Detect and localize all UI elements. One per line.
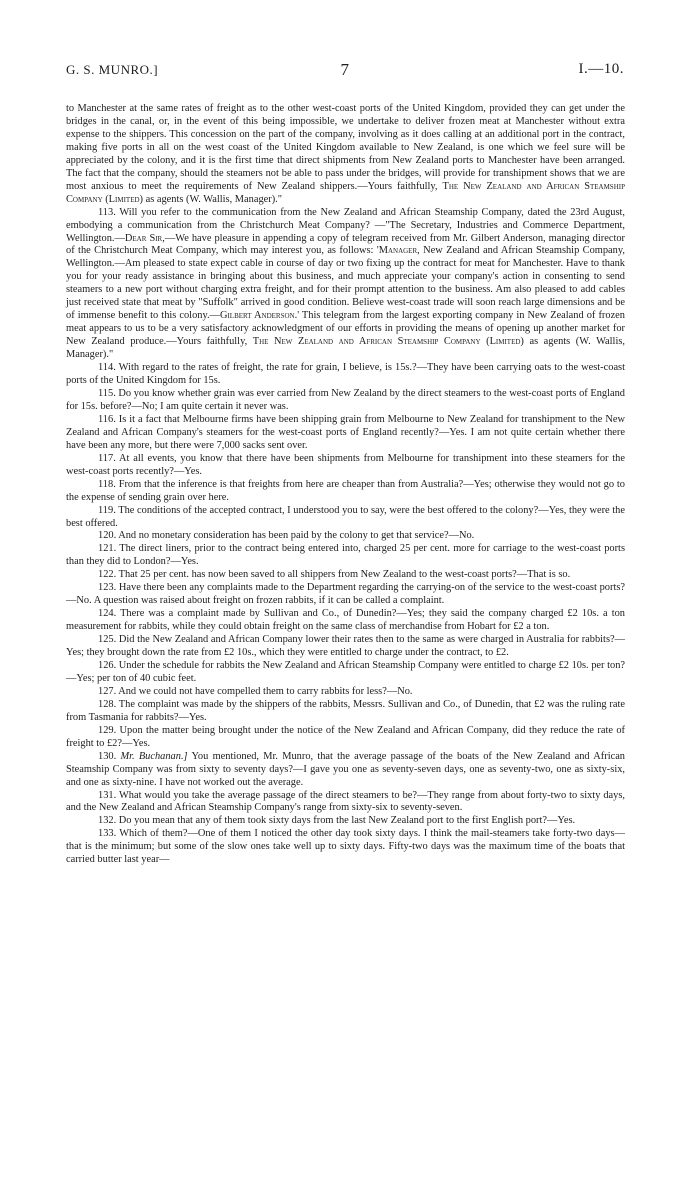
question-116: 116. Is it a fact that Melbourne firms have been shipping grain from Melbourne to New Zealand for transhipment to the New Zealand and African Company's steamers for the west-coast ports of England recently?—Yes. I am not quite certain whether there have been any more, but there were 7,000 sacks sent over.: [66, 413, 625, 451]
question-119: 119. The conditions of the accepted contract, I understood you to say, were the best offered to the colony?—Yes, they were the best offered.: [66, 504, 625, 529]
question-124: 124. There was a complaint made by Sullivan and Co., of Dunedin?—Yes; they said the company charged £2 10s. a ton measurement for rabbits, while they could obtain freight on the same class of merchandise from Hobart for £2 a ton.: [66, 608, 625, 633]
question-115: 115. Do you know whether grain was ever carried from New Zealand by the direct steamers to the west-coast ports of England for 15s. before?—No; I am quite certain it never was.: [66, 387, 625, 412]
question-131: 131. What would you take the average passage of the direct steamers to be?—They range from about forty-two to sixty days, and the New Zealand and African Steamship Company's range from sixty-six to seventy-seven.: [66, 789, 625, 814]
question-133: 133. Which of them?—One of them I noticed the other day took sixty days. I think the mail-steamers take forty-two days—that is the minimum; but some of the slow ones take well up to sixty days. Fifty-two days was the maximum time of the boats that carried butter last year—: [66, 828, 625, 866]
question-132: 132. Do you mean that any of them took sixty days from the last New Zealand port to the first English port?—Yes.: [98, 815, 576, 827]
page-header: [66, 62, 624, 84]
question-125: 125. Did the New Zealand and African Company lower their rates then to the same as were charged in Australia for rabbits?—Yes; they brought down the rate from £2 10s., which they were entitled to charge under the contract, to £2.: [66, 634, 625, 659]
paragraph-continuation: to Manchester at the same rates of freight as to the other west-coast ports of the United Kingdom, provided they can get under the bridges in the canal, or, in the event of this being impossible, we undertake to deliver frozen meat at Manchester without extra expense to the shippers. This concession on the part of the company, involving as it does calling at an additional port in the contract, making five ports in all on the west coast of the United Kingdom available to New Zealand, is one which we feel sure will be appreciated by the colony, and it is the first time that direct shipments from New Zealand ports to Manchester have been arranged. The fact that the company, should the steamers not be able to pass under the bridges, will provide for transhipment shows that we are most anxious to meet the requirements of New Zealand shippers.—Yours faithfully, The New Zealand and African Steamship Company (Limited) as agents (W. Wallis, Manager).": [66, 103, 625, 205]
document-body: [66, 103, 625, 867]
question-127: 127. And we could not have compelled them to carry rabbits for less?—No.: [98, 685, 413, 697]
question-114: 114. With regard to the rates of freight, the rate for grain, I believe, is 15s.?—They have been carrying oats to the west-coast ports of the United Kingdom for 15s.: [66, 362, 625, 387]
question-122: 122. That 25 per cent. has now been saved to all shippers from New Zealand to the west-coast ports?—That is so.: [98, 569, 571, 581]
question-117: 117. At all events, you know that there have been shipments from Melbourne for transhipment into these steamers for the west-coast ports recently?—Yes.: [66, 452, 625, 477]
question-123: 123. Have there been any complaints made to the Department regarding the carrying-on of the service to the west-coast ports?—No. A question was raised about freight on frozen rabbits, if it can be called a complaint.: [66, 582, 625, 607]
question-130: 130. Mr. Buchanan.] You mentioned, Mr. Munro, that the average passage of the boats of the New Zealand and African Steamship Company was from sixty to seventy days?—I gave you one as seventy-seven days, one as seventy-two, one as sixty-six, and one as sixty-nine. I have not worked out the average.: [66, 750, 625, 788]
paper-reference: I.—10.: [578, 61, 624, 77]
question-120: 120. And no monetary consideration has been paid by the colony to get that service?—No.: [98, 530, 475, 542]
header-witness-name: G. S. MUNRO.]: [66, 62, 159, 77]
question-118: 118. From that the inference is that freights from here are cheaper than from Australia?—Yes; otherwise they would not go to the expense of sending grain over here.: [66, 478, 625, 503]
question-129: 129. Upon the matter being brought under the notice of the New Zealand and African Company, did they reduce the rate of freight to £2?—Yes.: [66, 724, 625, 749]
question-126: 126. Under the schedule for rabbits the New Zealand and African Steamship Company were entitled to charge £2 10s. per ton?—Yes; per ton of 40 cubic feet.: [66, 659, 625, 684]
question-113: 113. Will you refer to the communication from the New Zealand and African Steamship Company, dated the 23rd August, embodying a communication from the Christchurch Meat Company? —"The Secretary, Industries and Commerce Department, Wellington.—Dear Sir,—We have pleasure in appending a copy of telegram received from Mr. Gilbert Anderson, managing director of the Christchurch Meat Company, which may interest you, as follows: 'Manager, New Zealand and African Steamship Company, Wellington.—Am pleased to state expect cable in course of day or two fixing up the contract for meat for Manchester. Have to thank you for your ready assistance in bringing about this business, and much appreciate your company's action in consenting to send steamers to a new port without charging extra freight, and for their prompt attention to the business. Am also pleased to add cables just received state that meat by "Suffolk" arrived in good condition. Believe west-coast trade will soon reach large dimensions and be of immense benefit to this colony.—Gilbert Anderson.' This telegram from the largest exporting company in New Zealand of frozen meat appears to us to be a very satisfactory acknowledgment of our efforts in providing the means of opening up another market for New Zealand produce.—Yours faithfully, The New Zealand and African Steamship Company (Limited) as agents (W. Wallis, Manager).": [66, 206, 625, 361]
question-128: 128. The complaint was made by the shippers of the rabbits, Messrs. Sullivan and Co., of Dunedin, that £2 was the ruling rate from Tasmania for rabbits?—Yes.: [66, 698, 625, 723]
question-121: 121. The direct liners, prior to the contract being entered into, charged 25 per cent. more for carriage to the west-coast ports than they did to London?—Yes.: [66, 543, 625, 568]
page-number: 7: [340, 60, 350, 79]
